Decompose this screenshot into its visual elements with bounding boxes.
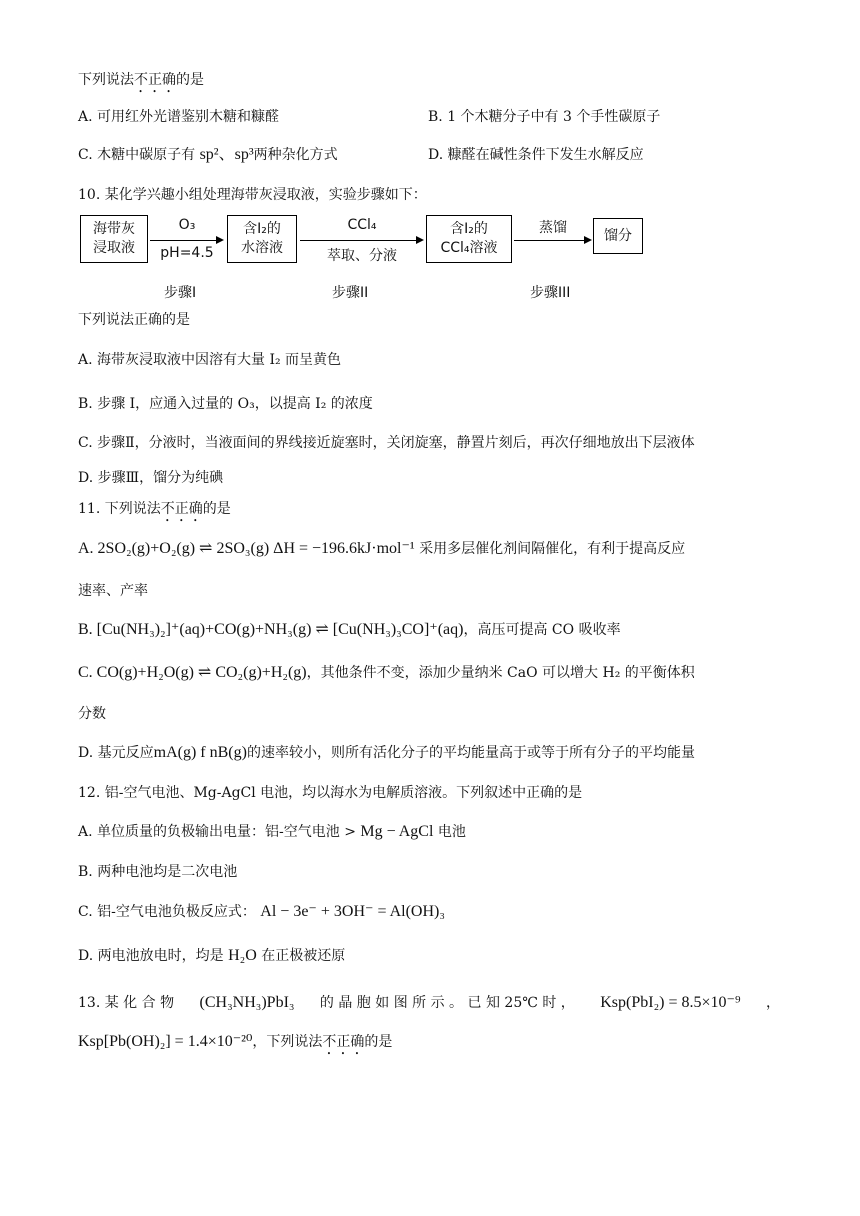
flow-arrow3-operation: 蒸馏 xyxy=(539,220,567,236)
q11-option-d: D. 基元反应mA(g) f nB(g)的速率较小，则所有活化分子的平均能量高于或等于所有分子的平均能量 xyxy=(78,744,695,761)
flow-step-2-label: 步骤II xyxy=(332,285,369,301)
flow-arrow-2 xyxy=(300,240,422,241)
q11-option-a: A. 2SO₂(g)+O₂(g) ⇌ 2SO₃(g) ΔH = −196.6kJ·mol⁻¹ 采用多层催化剂间隔催化，有利于提高反应 xyxy=(78,540,686,557)
flow-arrow2-operation: 萃取、分液 xyxy=(327,248,397,264)
q11-option-c-cont: 分数 xyxy=(78,706,106,722)
q12-option-d: D. 两电池放电时，均是 H₂O 在正极被还原 xyxy=(78,947,346,964)
flow-arrow1-condition: pH=4.5 xyxy=(160,245,214,261)
q12-option-b: B. 两种电池均是二次电池 xyxy=(78,864,238,880)
q10-question: 下列说法正确的是 xyxy=(78,312,190,328)
q9-option-a: A. 可用红外光谱鉴别木糖和糠醛 xyxy=(78,109,280,125)
flow-box-aqueous-iodine: 含I₂的 水溶液 xyxy=(227,215,297,263)
flow-box-distillate: 馏分 xyxy=(593,218,643,254)
q10-option-d: D. 步骤Ⅲ，馏分为纯碘 xyxy=(78,470,224,486)
flow-arrow1-reagent: O₃ xyxy=(178,217,196,233)
flow-arrow2-reagent: CCl₄ xyxy=(347,217,377,233)
flow-arrow-1 xyxy=(150,240,222,241)
q10-option-b: B. 步骤 I，应通入过量的 O₃，以提高 I₂ 的浓度 xyxy=(78,396,373,412)
q11-option-c: C. CO(g)+H₂O(g) ⇌ CO₂(g)+H₂(g)，其他条件不变，添加少量纳米 CaO 可以增大 H₂ 的平衡体积 xyxy=(78,664,695,681)
q10-option-a: A. 海带灰浸取液中因溶有大量 I₂ 而呈黄色 xyxy=(78,352,342,368)
q11-option-b: B. [Cu(NH₃)₂]⁺(aq)+CO(g)+NH₃(g) ⇌ [Cu(NH₃)₃CO]⁺(aq)，高压可提高 CO 吸收率 xyxy=(78,621,621,638)
q9-option-b: B. 1 个木糖分子中有 3 个手性碳原子 xyxy=(428,109,661,125)
flow-arrow-3 xyxy=(514,240,590,241)
q11-stem: 11. 下列说法不正确的是 xyxy=(78,501,231,517)
flow-box-ccl4-iodine: 含I₂的 CCl₄溶液 xyxy=(426,215,512,263)
q13-stem-line1: 13. 某 化 合 物 (CH₃NH₃)PbI₃ 的 晶 胞 如 图 所 示 。 已 知 25℃ 时 ， Ksp(PbI₂) = 8.5×10⁻⁹ ， xyxy=(78,994,780,1011)
flow-step-3-label: 步骤III xyxy=(530,285,571,301)
flow-step-1-label: 步骤I xyxy=(164,285,197,301)
q10-option-c: C. 步骤Ⅱ，分液时，当液面间的界线接近旋塞时，关闭旋塞，静置片刻后，再次仔细地放出下层液体 xyxy=(78,435,695,451)
q10-stem: 10. 某化学兴趣小组处理海带灰浸取液，实验步骤如下： xyxy=(78,187,427,203)
q11-option-a-cont: 速率、产率 xyxy=(78,583,148,599)
q12-stem: 12. 铝-空气电池、Mg-AgCl 电池，均以海水为电解质溶液。下列叙述中正确的是 xyxy=(78,785,583,801)
q9-stem: 下列说法不正确的是 xyxy=(78,72,204,88)
q9-option-c: C. 木糖中碳原子有 sp²、sp³两种杂化方式 xyxy=(78,146,338,163)
q9-option-d: D. 糠醛在碱性条件下发生水解反应 xyxy=(428,147,644,163)
q13-stem-line2: Ksp[Pb(OH)₂] = 1.4×10⁻²⁰，下列说法不正确的是 xyxy=(78,1033,393,1050)
flow-box-kelp-extract: 海带灰 浸取液 xyxy=(80,215,148,263)
q12-option-c: C. 铝-空气电池负极反应式： Al − 3e⁻ + 3OH⁻ = Al(OH)₃ xyxy=(78,903,445,920)
q12-option-a: A. 单位质量的负极输出电量：铝-空气电池 > Mg − AgCl 电池 xyxy=(78,823,466,840)
